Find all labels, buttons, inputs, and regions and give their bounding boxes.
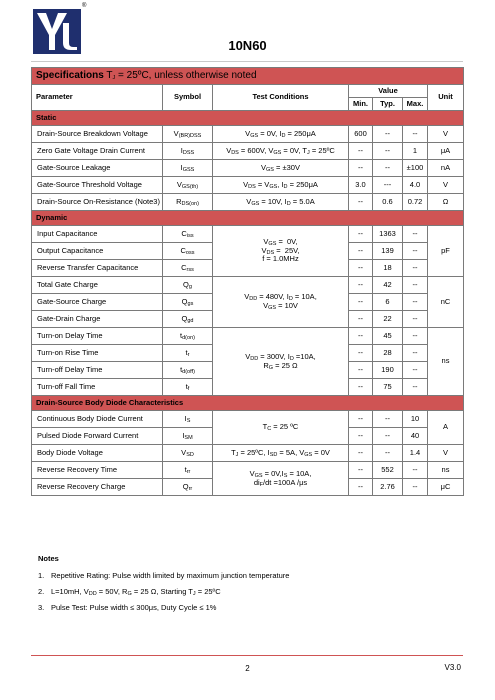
typ-cell: -- bbox=[373, 445, 403, 462]
symbol-cell: $I_{SM}$ bbox=[163, 428, 213, 445]
unit-diode-current: A bbox=[428, 411, 464, 445]
notes-title: Notes bbox=[38, 554, 59, 563]
symbol-cell: $I_{GSS}$ bbox=[163, 160, 213, 177]
unit-cell: ns bbox=[428, 462, 464, 479]
min-cell: -- bbox=[349, 328, 373, 345]
max-cell: -- bbox=[403, 462, 428, 479]
typ-cell: 22 bbox=[373, 311, 403, 328]
cond-diode-current: $T_C = 25$ ºC bbox=[213, 411, 349, 445]
parameter-cell: Total Gate Charge bbox=[32, 277, 163, 294]
max-cell: -- bbox=[403, 345, 428, 362]
symbol-cell: $t_{d(on)}$ bbox=[163, 328, 213, 345]
parameter-cell: Turn-on Rise Time bbox=[32, 345, 163, 362]
parameter-cell: Input Capacitance bbox=[32, 226, 163, 243]
table-row bbox=[32, 445, 464, 462]
symbol-cell: $Q_{gd}$ bbox=[163, 311, 213, 328]
min-cell: -- bbox=[349, 362, 373, 379]
typ-cell: 0.6 bbox=[373, 194, 403, 211]
min-cell: -- bbox=[349, 462, 373, 479]
col-typ: Typ. bbox=[373, 98, 403, 111]
unit-capacitance: pF bbox=[428, 226, 464, 277]
parameter-cell: Reverse Recovery Charge bbox=[32, 479, 163, 496]
table-row bbox=[32, 177, 464, 194]
unit-cell: μA bbox=[428, 143, 464, 160]
unit-cell: V bbox=[428, 445, 464, 462]
notes-section bbox=[38, 554, 289, 619]
min-cell: -- bbox=[349, 345, 373, 362]
col-symbol: Symbol bbox=[163, 85, 213, 111]
cond-switching: $V_{DD} = 300V$, $I_D =10A$, $R_G = 25$ Ω bbox=[213, 328, 349, 396]
min-cell: -- bbox=[349, 445, 373, 462]
parameter-cell: Output Capacitance bbox=[32, 243, 163, 260]
min-cell: -- bbox=[349, 428, 373, 445]
symbol-cell: $Q_{rr}$ bbox=[163, 479, 213, 496]
symbol-cell: $V_{SD}$ bbox=[163, 445, 213, 462]
section-dynamic: Dynamic bbox=[32, 211, 464, 226]
parameter-cell: Continuous Body Diode Current bbox=[32, 411, 163, 428]
part-number: 10N60 bbox=[228, 38, 267, 53]
min-cell: -- bbox=[349, 243, 373, 260]
typ-cell: -- bbox=[373, 126, 403, 143]
max-cell: 40 bbox=[403, 428, 428, 445]
typ-cell: 139 bbox=[373, 243, 403, 260]
col-max: Max. bbox=[403, 98, 428, 111]
col-test-conditions: Test Conditions bbox=[213, 85, 349, 111]
symbol-cell: $t_f$ bbox=[163, 379, 213, 396]
symbol-cell: $C_{rss}$ bbox=[163, 260, 213, 277]
symbol-cell: $t_r$ bbox=[163, 345, 213, 362]
col-parameter: Parameter bbox=[32, 85, 163, 111]
parameter-cell: Drain-Source Breakdown Voltage bbox=[32, 126, 163, 143]
symbol-cell: $V_{GS(th)}$ bbox=[163, 177, 213, 194]
section-body-diode: Drain-Source Body Diode Characteristics bbox=[32, 396, 464, 411]
table-title-row bbox=[32, 68, 464, 85]
parameter-cell: Gate-Source Charge bbox=[32, 294, 163, 311]
typ-cell: 28 bbox=[373, 345, 403, 362]
document-version: V3.0 bbox=[444, 663, 461, 672]
table-row bbox=[32, 277, 464, 294]
test-condition-cell: $T_J$ = 25ºC, $I_{SD} = 5A$, $V_{GS} = 0V$ bbox=[213, 445, 349, 462]
max-cell: -- bbox=[403, 126, 428, 143]
specifications-table bbox=[31, 67, 464, 496]
max-cell: -- bbox=[403, 362, 428, 379]
symbol-cell: $t_{rr}$ bbox=[163, 462, 213, 479]
table-title: Specifications $T_J$ = 25ºC, unless otherwise noted bbox=[32, 68, 464, 85]
note-item: 1. Repetitive Rating: Pulse width limited by maximum junction temperature bbox=[38, 571, 290, 580]
parameter-cell: Reverse Transfer Capacitance bbox=[32, 260, 163, 277]
min-cell: -- bbox=[349, 160, 373, 177]
typ-cell: -- bbox=[373, 160, 403, 177]
symbol-cell: $Q_g$ bbox=[163, 277, 213, 294]
min-cell: -- bbox=[349, 143, 373, 160]
typ-cell: 1363 bbox=[373, 226, 403, 243]
parameter-cell: Gate-Drain Charge bbox=[32, 311, 163, 328]
typ-cell: -- bbox=[373, 428, 403, 445]
parameter-cell: Gate-Source Leakage bbox=[32, 160, 163, 177]
col-min: Min. bbox=[349, 98, 373, 111]
table-row bbox=[32, 194, 464, 211]
table-row bbox=[32, 160, 464, 177]
max-cell: -- bbox=[403, 226, 428, 243]
max-cell: -- bbox=[403, 243, 428, 260]
unit-cell: Ω bbox=[428, 194, 464, 211]
header-divider bbox=[31, 61, 463, 62]
typ-cell: -- bbox=[373, 411, 403, 428]
max-cell: -- bbox=[403, 294, 428, 311]
max-cell: -- bbox=[403, 379, 428, 396]
test-condition-cell: $V_{GS} = 0V$, $I_D = 250\mu A$ bbox=[213, 126, 349, 143]
min-cell: -- bbox=[349, 311, 373, 328]
symbol-cell: $I_{DSS}$ bbox=[163, 143, 213, 160]
cond-capacitance: $V_{GS} = 0V$, $V_{DS} = 25V$, f = 1.0MHz bbox=[213, 226, 349, 277]
symbol-cell: $t_{d(off)}$ bbox=[163, 362, 213, 379]
cond-gate-charge: $V_{DD} = 480V$, $I_D = 10A$, $V_{GS} = 10V$ bbox=[213, 277, 349, 328]
table-row bbox=[32, 411, 464, 428]
parameter-cell: Turn-off Fall Time bbox=[32, 379, 163, 396]
typ-cell: --- bbox=[373, 177, 403, 194]
page-number: 2 bbox=[245, 664, 250, 673]
min-cell: -- bbox=[349, 294, 373, 311]
symbol-cell: $C_{oss}$ bbox=[163, 243, 213, 260]
min-cell: -- bbox=[349, 260, 373, 277]
section-static: Static bbox=[32, 111, 464, 126]
registered-mark: ® bbox=[82, 3, 87, 9]
max-cell: -- bbox=[403, 260, 428, 277]
table-row bbox=[32, 226, 464, 243]
col-unit: Unit bbox=[428, 85, 464, 111]
symbol-cell: $I_S$ bbox=[163, 411, 213, 428]
min-cell: -- bbox=[349, 277, 373, 294]
typ-cell: 552 bbox=[373, 462, 403, 479]
min-cell: 600 bbox=[349, 126, 373, 143]
typ-cell: 190 bbox=[373, 362, 403, 379]
test-condition-cell: $V_{DS} = V_{GS}$, $I_D = 250\mu A$ bbox=[213, 177, 349, 194]
col-value: Value bbox=[349, 85, 428, 98]
max-cell: 10 bbox=[403, 411, 428, 428]
test-condition-cell: $V_{DS} = 600V$, $V_{GS} = 0V$, $T_J$ = 25ºC bbox=[213, 143, 349, 160]
max-cell: -- bbox=[403, 479, 428, 496]
unit-cell: nA bbox=[428, 160, 464, 177]
min-cell: -- bbox=[349, 411, 373, 428]
typ-cell: 45 bbox=[373, 328, 403, 345]
min-cell: -- bbox=[349, 479, 373, 496]
max-cell: 4.0 bbox=[403, 177, 428, 194]
typ-cell: 18 bbox=[373, 260, 403, 277]
max-cell: -- bbox=[403, 311, 428, 328]
unit-switching: ns bbox=[428, 328, 464, 396]
min-cell: 3.0 bbox=[349, 177, 373, 194]
symbol-cell: $R_{DS(on)}$ bbox=[163, 194, 213, 211]
max-cell: -- bbox=[403, 328, 428, 345]
parameter-cell: Body Diode Voltage bbox=[32, 445, 163, 462]
typ-cell: 6 bbox=[373, 294, 403, 311]
table-row bbox=[32, 143, 464, 160]
table-row bbox=[32, 126, 464, 143]
table-row bbox=[32, 462, 464, 479]
max-cell: -- bbox=[403, 277, 428, 294]
max-cell: 1 bbox=[403, 143, 428, 160]
max-cell: 0.72 bbox=[403, 194, 428, 211]
header-row bbox=[32, 85, 464, 98]
parameter-cell: Reverse Recovery Time bbox=[32, 462, 163, 479]
footer-divider bbox=[31, 655, 463, 656]
test-condition-cell: $V_{GS} = 10V$, $I_D = 5.0A$ bbox=[213, 194, 349, 211]
cond-reverse-recovery: $V_{GS} = 0V,I_S = 10A$, $di_F/dt =100A$ /μs bbox=[213, 462, 349, 496]
unit-cell: V bbox=[428, 126, 464, 143]
typ-cell: -- bbox=[373, 143, 403, 160]
max-cell: ±100 bbox=[403, 160, 428, 177]
note-item: 3. Pulse Test: Pulse width ≤ 300μs, Duty Cycle ≤ 1% bbox=[38, 603, 217, 612]
test-condition-cell: $V_{GS} = \pm 30V$ bbox=[213, 160, 349, 177]
parameter-cell: Drain-Source On-Resistance (Note3) bbox=[32, 194, 163, 211]
symbol-cell: $Q_{gs}$ bbox=[163, 294, 213, 311]
typ-cell: 75 bbox=[373, 379, 403, 396]
unit-cell: μC bbox=[428, 479, 464, 496]
typ-cell: 42 bbox=[373, 277, 403, 294]
parameter-cell: Pulsed Diode Forward Current bbox=[32, 428, 163, 445]
table-row bbox=[32, 328, 464, 345]
unit-gate-charge: nC bbox=[428, 277, 464, 328]
symbol-cell: $C_{iss}$ bbox=[163, 226, 213, 243]
max-cell: 1.4 bbox=[403, 445, 428, 462]
typ-cell: 2.76 bbox=[373, 479, 403, 496]
min-cell: -- bbox=[349, 226, 373, 243]
min-cell: -- bbox=[349, 379, 373, 396]
parameter-cell: Zero Gate Voltage Drain Current bbox=[32, 143, 163, 160]
min-cell: -- bbox=[349, 194, 373, 211]
parameter-cell: Turn-on Delay Time bbox=[32, 328, 163, 345]
unit-cell: V bbox=[428, 177, 464, 194]
parameter-cell: Turn-off Delay Time bbox=[32, 362, 163, 379]
note-item: 2. L=10mH, $V_{DD} = 50V$, $R_G = 25$ Ω, Starting $T_J$ = 25ºC bbox=[38, 587, 221, 597]
symbol-cell: $V_{(BR)DSS}$ bbox=[163, 126, 213, 143]
parameter-cell: Gate-Source Threshold Voltage bbox=[32, 177, 163, 194]
